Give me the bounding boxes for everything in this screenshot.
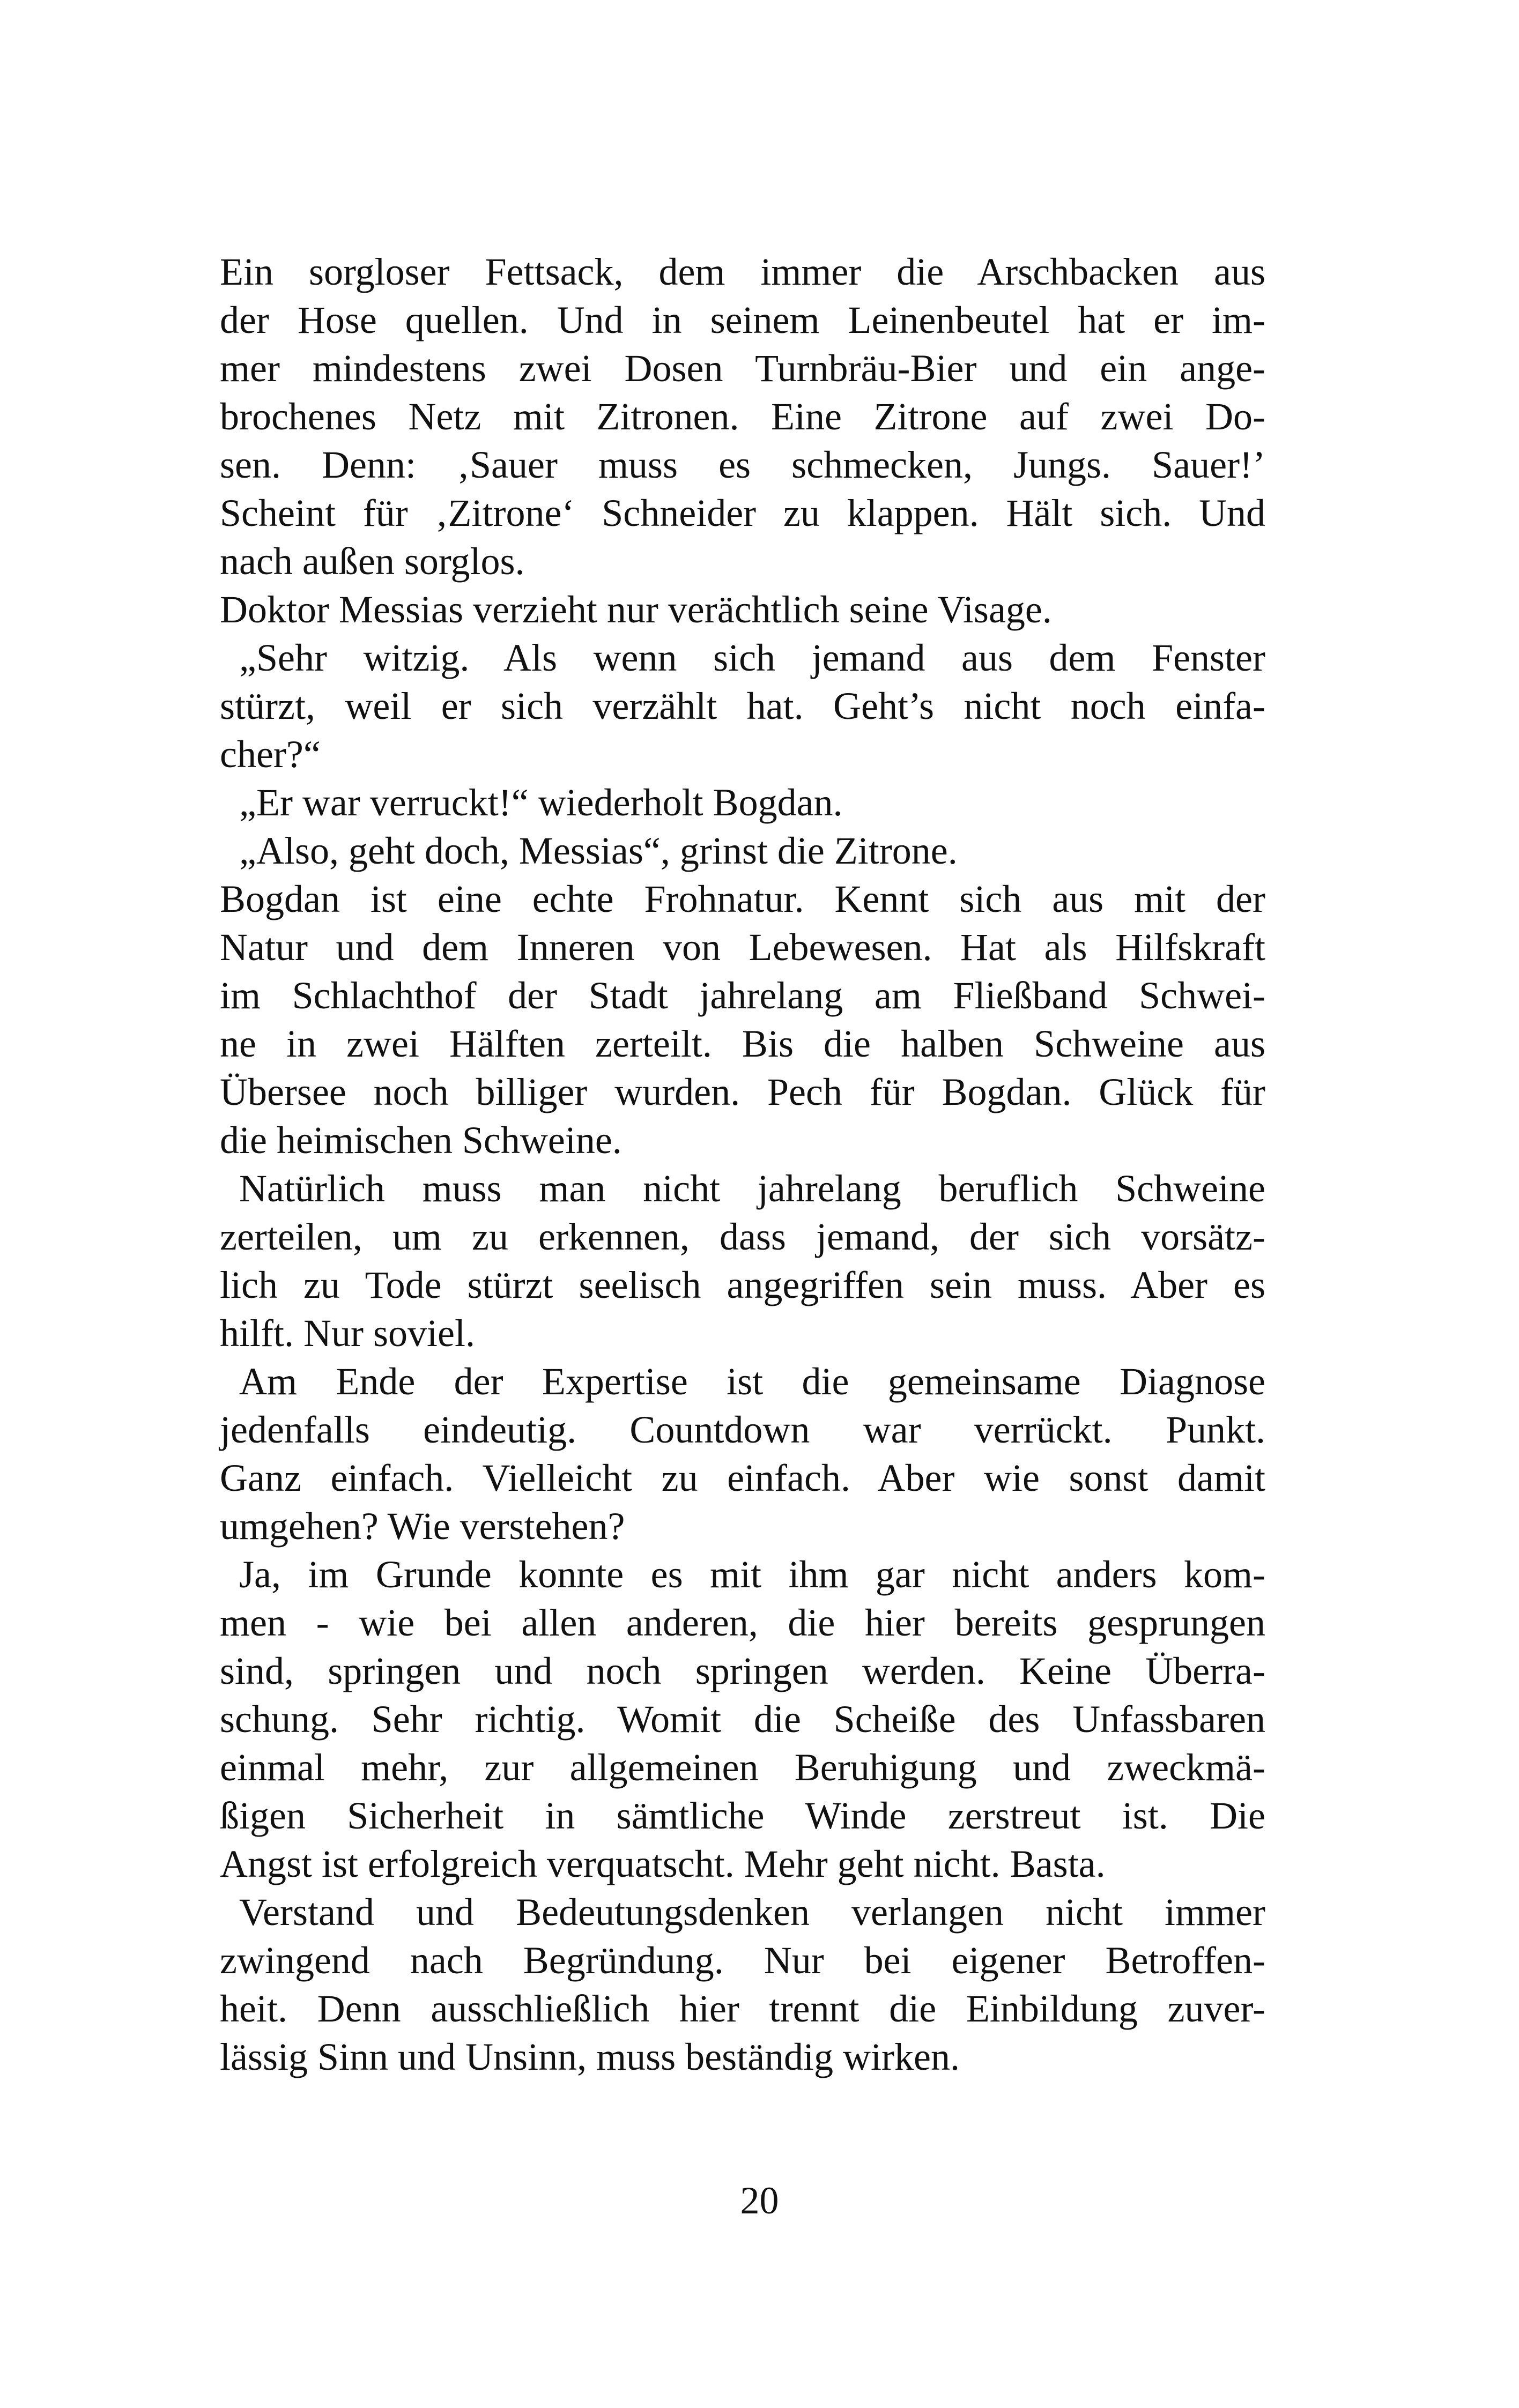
text-line: Bogdan ist eine echte Frohnatur. Kennt sich aus mit der	[220, 878, 1265, 920]
text-line: einmal mehr, zur allgemeinen Beruhigung und zweckmä-	[220, 1746, 1265, 1789]
text-line: brochenes Netz mit Zitronen. Eine Zitrone auf zwei Do-	[220, 395, 1265, 438]
text-line: zwingend nach Begründung. Nur bei eigener Betroffen-	[220, 1939, 1265, 1982]
text-line: lich zu Tode stürzt seelisch angegriffen sein muss. Aber es	[220, 1264, 1265, 1306]
text-line: umgehen? Wie verstehen?	[220, 1505, 625, 1548]
text-line: im Schlachthof der Stadt jahrelang am Fließband Schwei-	[220, 974, 1265, 1017]
text-line: cher?“	[220, 733, 321, 776]
text-line: men - wie bei allen anderen, die hier bereits gesprungen	[220, 1601, 1265, 1644]
text-line: Scheint für ‚Zitrone‘ Schneider zu klappen. Hält sich. Und	[220, 492, 1265, 534]
text-line: ne in zwei Hälften zerteilt. Bis die halben Schweine aus	[220, 1022, 1265, 1065]
text-line: die heimischen Schweine.	[220, 1119, 622, 1162]
text-line: lässig Sinn und Unsinn, muss beständig wirken.	[220, 2035, 960, 2078]
text-line: „Sehr witzig. Als wenn sich jemand aus dem Fenster	[239, 636, 1265, 679]
text-line: sen. Denn: ‚Sauer muss es schmecken, Jungs. Sauer!’	[220, 443, 1265, 486]
text-line: „Also, geht doch, Messias“, grinst die Zitrone.	[239, 829, 958, 872]
text-line: stürzt, weil er sich verzählt hat. Geht’s nicht noch einfa-	[220, 685, 1265, 727]
text-line: mer mindestens zwei Dosen Turnbräu-Bier und ein ange-	[220, 347, 1265, 390]
text-line: schung. Sehr richtig. Womit die Scheiße des Unfassbaren	[220, 1698, 1265, 1741]
text-line: Natur und dem Inneren von Lebewesen. Hat als Hilfskraft	[220, 926, 1265, 969]
text-line: Verstand und Bedeutungsdenken verlangen nicht immer	[239, 1891, 1265, 1934]
text-line: Angst ist erfolgreich verquatscht. Mehr geht nicht. Basta.	[220, 1842, 1106, 1885]
text-line: Natürlich muss man nicht jahrelang beruflich Schweine	[239, 1167, 1265, 1210]
text-line: nach außen sorglos.	[220, 540, 525, 583]
page-number: 20	[740, 2179, 779, 2222]
text-line: Am Ende der Expertise ist die gemeinsame Diagnose	[239, 1360, 1265, 1403]
text-line: Doktor Messias verzieht nur verächtlich seine Visage.	[220, 588, 1052, 631]
text-line: ßigen Sicherheit in sämtliche Winde zerstreut ist. Die	[220, 1794, 1265, 1837]
text-line: der Hose quellen. Und in seinem Leinenbeutel hat er im-	[220, 299, 1265, 341]
text-line: Übersee noch billiger wurden. Pech für Bogdan. Glück für	[220, 1071, 1265, 1113]
text-line: jedenfalls eindeutig. Countdown war verrückt. Punkt.	[220, 1408, 1265, 1451]
text-line: Ein sorgloser Fettsack, dem immer die Arschbacken aus	[220, 250, 1265, 293]
text-line: Ganz einfach. Vielleicht zu einfach. Aber wie sonst damit	[220, 1456, 1265, 1499]
text-line: zerteilen, um zu erkennen, dass jemand, der sich vorsätz-	[220, 1215, 1265, 1258]
text-line: Ja, im Grunde konnte es mit ihm gar nicht anders kom-	[239, 1553, 1265, 1596]
text-line: hilft. Nur soviel.	[220, 1312, 475, 1355]
text-line: heit. Denn ausschließlich hier trennt die Einbildung zuver-	[220, 1987, 1265, 2030]
text-line: „Er war verruckt!“ wiederholt Bogdan.	[239, 781, 843, 824]
text-line: sind, springen und noch springen werden. Keine Überra-	[220, 1649, 1265, 1692]
body-text	[220, 248, 1265, 2081]
